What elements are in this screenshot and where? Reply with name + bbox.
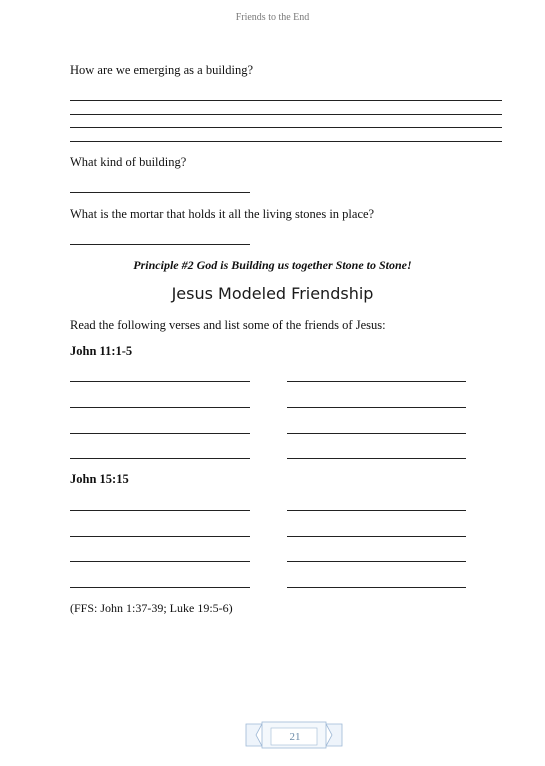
answer-line bbox=[287, 433, 466, 434]
answer-line bbox=[287, 587, 466, 588]
further-study-note: (FFS: John 1:37-39; Luke 19:5-6) bbox=[70, 601, 233, 615]
answer-line bbox=[287, 407, 466, 408]
answer-line bbox=[287, 510, 466, 511]
answer-line bbox=[70, 510, 250, 511]
answer-line bbox=[70, 100, 502, 101]
running-header: Friends to the End bbox=[235, 12, 310, 23]
answer-line bbox=[70, 407, 250, 408]
answer-line bbox=[70, 433, 250, 434]
principle-statement: Principle #2 God is Building us together Stone to Stone! bbox=[133, 258, 412, 272]
answer-line bbox=[70, 114, 502, 115]
answer-line bbox=[287, 561, 466, 562]
section-heading: Jesus Modeled Friendship bbox=[171, 284, 374, 303]
answer-line bbox=[70, 536, 250, 537]
answer-line bbox=[287, 536, 466, 537]
answer-line bbox=[287, 381, 466, 382]
answer-line bbox=[70, 141, 502, 142]
instruction-text: Read the following verses and list some of the friends of Jesus: bbox=[70, 318, 386, 332]
answer-line bbox=[70, 561, 250, 562]
answer-line bbox=[70, 244, 250, 245]
question-mortar: What is the mortar that holds it all the living stones in place? bbox=[70, 207, 375, 221]
verse-ref-john-11: John 11:1-5 bbox=[70, 344, 133, 358]
question-building-emerging: How are we emerging as a building? bbox=[70, 63, 254, 77]
answer-line bbox=[70, 127, 502, 128]
question-building-kind: What kind of building? bbox=[70, 155, 187, 169]
answer-line bbox=[70, 458, 250, 459]
verse-ref-john-15: John 15:15 bbox=[70, 472, 129, 486]
answer-line bbox=[70, 192, 250, 193]
answer-line bbox=[70, 381, 250, 382]
answer-line bbox=[287, 458, 466, 459]
answer-line bbox=[70, 587, 250, 588]
page-number: 21 bbox=[289, 731, 301, 743]
